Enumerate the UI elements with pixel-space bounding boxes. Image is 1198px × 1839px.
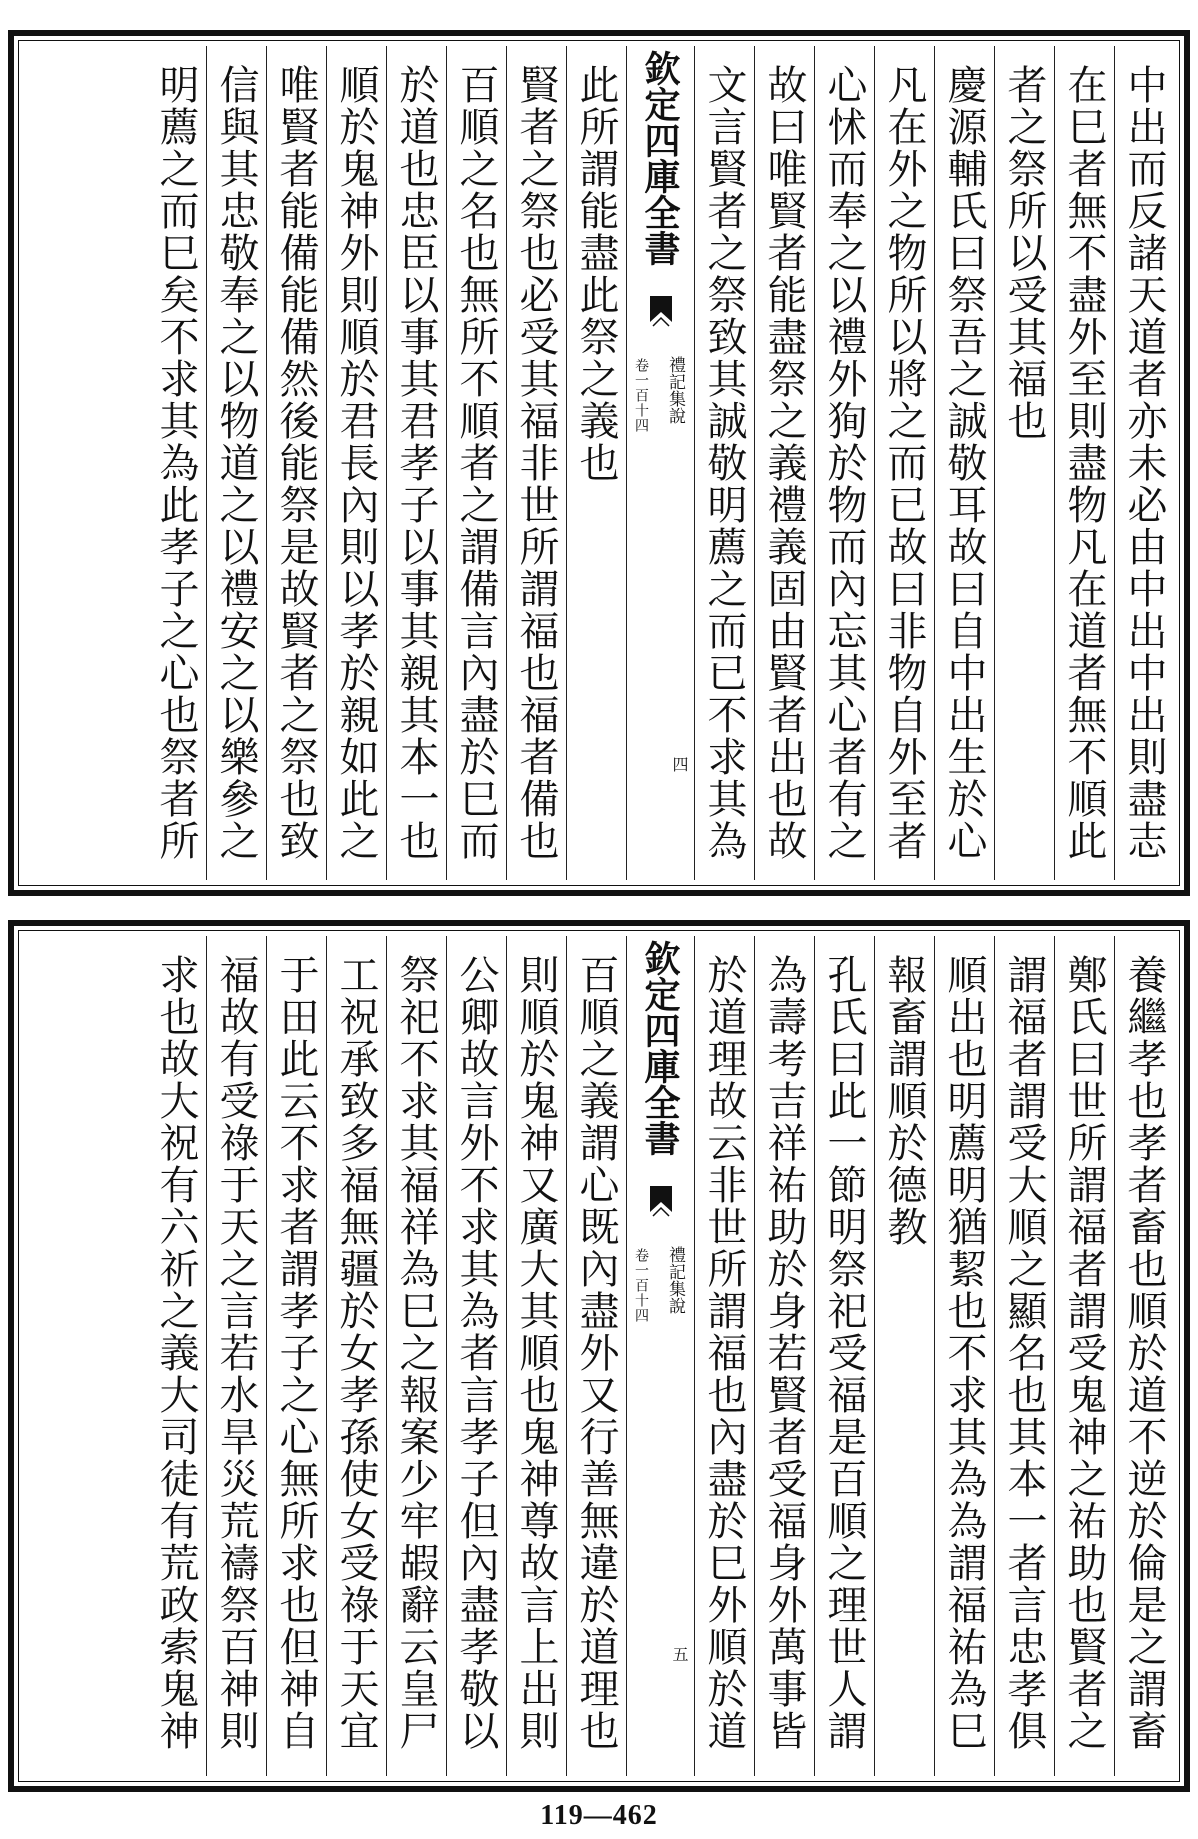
book-title: 欽定四庫全書	[639, 50, 681, 266]
text-column	[146, 46, 206, 880]
text-column	[266, 936, 326, 1776]
text-column	[206, 46, 266, 880]
column-text: 中出而反諸天道者亦未必由中出中出則盡志	[1121, 64, 1167, 862]
column-text: 於道也忠臣以事其君孝子以事其親其本一也	[393, 64, 439, 862]
text-column	[994, 46, 1054, 880]
column-text: 在巳者無不盡外至則盡物凡在道者無不順此	[1061, 64, 1107, 862]
column-text: 於道理故云非世所謂福也內盡於巳外順於道	[701, 954, 747, 1752]
column-text: 賢者之祭也必受其福非世所謂福也福者備也	[513, 64, 559, 862]
column-text: 者之祭所以受其福也	[1001, 64, 1047, 442]
column-text: 求也故大祝有六祈之義大司徒有荒政索鬼神	[153, 954, 199, 1752]
volume-label: 卷一百十四	[633, 358, 649, 433]
column-text: 孔氏曰此一節明祭祀受福是百順之理世人謂	[821, 954, 867, 1752]
text-column	[754, 936, 814, 1776]
column-text: 明薦之而巳矣不求其為此孝子之心也祭者所	[153, 64, 199, 862]
text-column	[994, 936, 1054, 1776]
text-column	[1114, 936, 1174, 1776]
column-text: 此所謂能盡此祭之義也	[573, 64, 619, 484]
text-column	[1054, 936, 1114, 1776]
text-columns	[24, 46, 1174, 880]
column-text: 故曰唯賢者能盡祭之義禮義固由賢者出也故	[761, 64, 807, 862]
text-column	[206, 936, 266, 1776]
text-column	[146, 936, 206, 1776]
book-title: 欽定四庫全書	[639, 940, 681, 1156]
text-column	[446, 936, 506, 1776]
text-column	[566, 46, 626, 880]
column-text: 報畜謂順於德教	[881, 954, 927, 1248]
column-text: 心怵而奉之以禮外狥於物而內忘其心者有之	[821, 64, 867, 862]
text-columns	[24, 936, 1174, 1776]
fishtail-mark-icon	[649, 1186, 673, 1222]
text-column	[386, 936, 446, 1776]
column-text: 慶源輔氏曰祭吾之誠敬耳故曰自中出生於心	[941, 64, 987, 862]
text-column	[266, 46, 326, 880]
text-column	[874, 46, 934, 880]
column-text: 祭祀不求其福祥為巳之報案少牢嘏辭云皇尸	[393, 954, 439, 1752]
fishtail-mark-icon	[649, 296, 673, 332]
text-column	[694, 46, 754, 880]
column-text: 順於鬼神外則順於君長內則以孝於親如此之	[333, 64, 379, 862]
column-text: 則順於鬼神又廣大其順也鬼神尊故言上出則	[513, 954, 559, 1752]
folio-number: 四	[670, 756, 689, 772]
column-text: 工祝承致多福無疆於女孝孫使女受祿于天宜	[333, 954, 379, 1752]
column-text: 謂福者謂受大順之顯名也其本一者言忠孝俱	[1001, 954, 1047, 1752]
text-column	[506, 46, 566, 880]
column-text: 百順之名也無所不順者之謂備言內盡於巳而	[453, 64, 499, 862]
fold-title: 禮記集說	[665, 1246, 685, 1314]
column-text: 唯賢者能備能備然後能祭是故賢者之祭也致	[273, 64, 319, 862]
text-column	[326, 46, 386, 880]
text-column	[1114, 46, 1174, 880]
text-column	[934, 46, 994, 880]
column-text: 文言賢者之祭致其誠敬明薦之而已不求其為	[701, 64, 747, 862]
lower-page-panel	[8, 920, 1190, 1792]
text-column	[446, 46, 506, 880]
column-text: 為壽考吉祥祐助於身若賢者受福身外萬事皆	[761, 954, 807, 1752]
center-fold-column	[626, 46, 694, 880]
column-text: 于田此云不求者謂孝子之心無所求也但神自	[273, 954, 319, 1752]
text-column	[1054, 46, 1114, 880]
column-text: 凡在外之物所以將之而已故曰非物自外至者	[881, 64, 927, 862]
column-text: 公卿故言外不求其為者言孝子但內盡孝敬以	[453, 954, 499, 1752]
text-column	[814, 46, 874, 880]
column-text: 福故有受祿于天之言若水旱災荒禱祭百神則	[213, 954, 259, 1752]
column-text: 鄭氏曰世所謂福者謂受鬼神之祐助也賢者之	[1061, 954, 1107, 1752]
page-number: 119—462	[540, 1800, 658, 1831]
fold-title: 禮記集說	[665, 356, 685, 424]
upper-page-panel	[8, 30, 1190, 896]
text-column	[874, 936, 934, 1776]
text-column	[326, 936, 386, 1776]
text-column	[566, 936, 626, 1776]
text-column	[386, 46, 446, 880]
text-column	[506, 936, 566, 1776]
column-text: 養繼孝也孝者畜也順於道不逆於倫是之謂畜	[1121, 954, 1167, 1752]
volume-label: 卷一百十四	[633, 1248, 649, 1323]
folio-number: 五	[670, 1646, 689, 1662]
center-fold-column	[626, 936, 694, 1776]
text-column	[934, 936, 994, 1776]
column-text: 信與其忠敬奉之以物道之以禮安之以樂參之	[213, 64, 259, 862]
text-column	[754, 46, 814, 880]
text-column	[694, 936, 754, 1776]
column-text: 百順之義謂心既內盡外又行善無違於道理也	[573, 954, 619, 1752]
text-column	[814, 936, 874, 1776]
column-text: 順出也明薦明猶絜也不求其為為謂福祐為巳	[941, 954, 987, 1752]
